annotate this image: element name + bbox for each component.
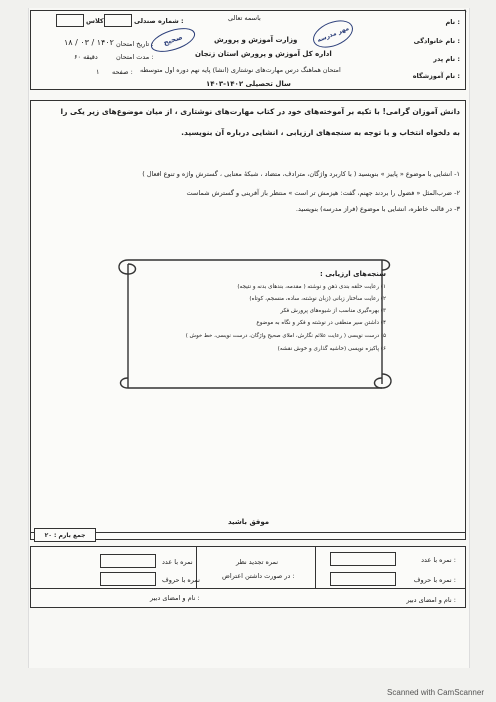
seat-box — [104, 14, 132, 27]
topic-2-text: ضرب‌المثل « فضول را بردند جهنم، گفت: هیزمش تر است » منتظر باز آفرینی و گسترش شماست — [186, 189, 453, 197]
office: اداره کل آموزش و پرورش استان زنجان — [195, 50, 332, 58]
topic-2-num: ۲- — [454, 189, 460, 197]
good-luck: موفق باشید — [228, 518, 270, 526]
topic-1-text: انشایی با موضوع « پاییز » بنویسید ( با کاربرد واژگان، مترادف، متضاد ، شبکهٔ معنایی ، گسترش واژه و تنوع افعال ) — [142, 170, 453, 178]
footer-score-letters-box — [330, 572, 396, 586]
footer-middle-section — [196, 546, 316, 588]
seat-label: شماره صندلی : — [134, 17, 184, 25]
topic-3-num: ۳- — [454, 205, 460, 213]
scanner-watermark: Scanned with CamScanner — [387, 688, 484, 697]
date-label: تاریخ امتحان : — [116, 40, 154, 48]
date-value: ۱۸ / ۰۳ / ۱۴۰۲ — [64, 38, 114, 47]
exam-title: امتحان هماهنگ درس مهارت‌های نوشتاری (انشا) پایه نهم دوره اول متوسطه — [140, 66, 341, 74]
rubric-item-2: ۲) رعایت ساختار زبانی (زبان نوشته، ساده، منسجم، کوتاه) — [249, 296, 386, 302]
stamp-right-text: مهر مدرسه — [316, 24, 350, 44]
class-label: کلاس — [86, 17, 104, 25]
label-name: نام : — [445, 18, 460, 26]
footer-objection-note: در صورت داشتن اعتراض : — [222, 572, 295, 580]
total-score: جمع بارم : ۲۰ — [44, 531, 86, 539]
label-school: نام آموزشگاه : — [412, 72, 460, 80]
footer-revised-score: نمره تجدید نظر — [236, 558, 279, 566]
footer-score-numeric: نمره با عدد : — [421, 556, 456, 564]
rubric-item-1: ۱) رعایت حلقه بندی ذهن و نوشته ( مقدمه، بندهای بدنه و نتیجه) — [237, 284, 386, 290]
footer-teacher-sign-left: نام و امضای دبیر : — [150, 594, 200, 602]
duration-value: ۶۰ دقیقه — [74, 53, 98, 61]
ministry: وزارت آموزش و پرورش — [214, 36, 298, 44]
page-label: صفحه : — [112, 68, 133, 76]
basmala: باسمه تعالی — [228, 14, 261, 22]
school-year: سال تحصیلی ۱۴۰۲-۱۴۰۳ — [206, 80, 291, 88]
footer-score-digits-box — [100, 554, 156, 568]
footer-score-words: نمره با حروف — [162, 576, 200, 584]
footer-teacher-sign: نام و امضای دبیر : — [406, 596, 456, 604]
instructions-line-1: دانش آموزان گرامی! با تکیه بر آموخته‌های خود در کتاب مهارت‌های نوشتاری ، از میان موضوع‌های زیر یکی را — [60, 107, 460, 116]
rubric-title: سنجه‌های ارزیابی : — [319, 270, 386, 278]
label-family: نام خانوادگی : — [413, 37, 460, 45]
label-father: نام پدر : — [433, 55, 460, 63]
footer-score-digits: نمره با عدد — [162, 558, 193, 566]
rubric-item-4: ۴) داشتن سیر منطقی در نوشته و فکر و نگاه به موضوع — [256, 320, 386, 326]
topic-3 — [36, 205, 460, 213]
topic-1-num: ۱- — [454, 170, 460, 178]
rubric-item-3: ۳) بهره‌گیری مناسب از شیوه‌های پرورش فکر — [280, 308, 386, 314]
page-value: ۱ — [96, 68, 100, 76]
footer-bottom-divider — [30, 588, 466, 589]
stamp-left-text: صحیح — [162, 33, 184, 47]
instructions-line-2: به دلخواه انتخاب و با توجه به سنجه‌های ارزیابی ، انشایی درباره آن بنویسید. — [181, 128, 460, 137]
rubric-item-5: ۵) درست نویسی ( رعایت علائم نگارش، املای صحیح واژگان، درست نویسی، خط خوش ) — [185, 333, 386, 339]
total-score-box — [34, 528, 96, 542]
footer-score-numeric-box — [330, 552, 396, 566]
topic-3-text: در قالب خاطره، انشایی با موضوع (فراز مدرسه) بنویسید. — [295, 205, 453, 213]
rubric-item-6: ۶) پاکیزه نویسی (حاشیه گذاری و خوش نقشه) — [277, 346, 386, 352]
topic-1 — [36, 170, 460, 178]
topic-2 — [36, 189, 460, 197]
class-box — [56, 14, 84, 27]
footer-score-letters: نمره با حروف : — [413, 576, 456, 584]
duration-label: مدت امتحان : — [116, 53, 154, 61]
footer-score-words-box — [100, 572, 156, 586]
